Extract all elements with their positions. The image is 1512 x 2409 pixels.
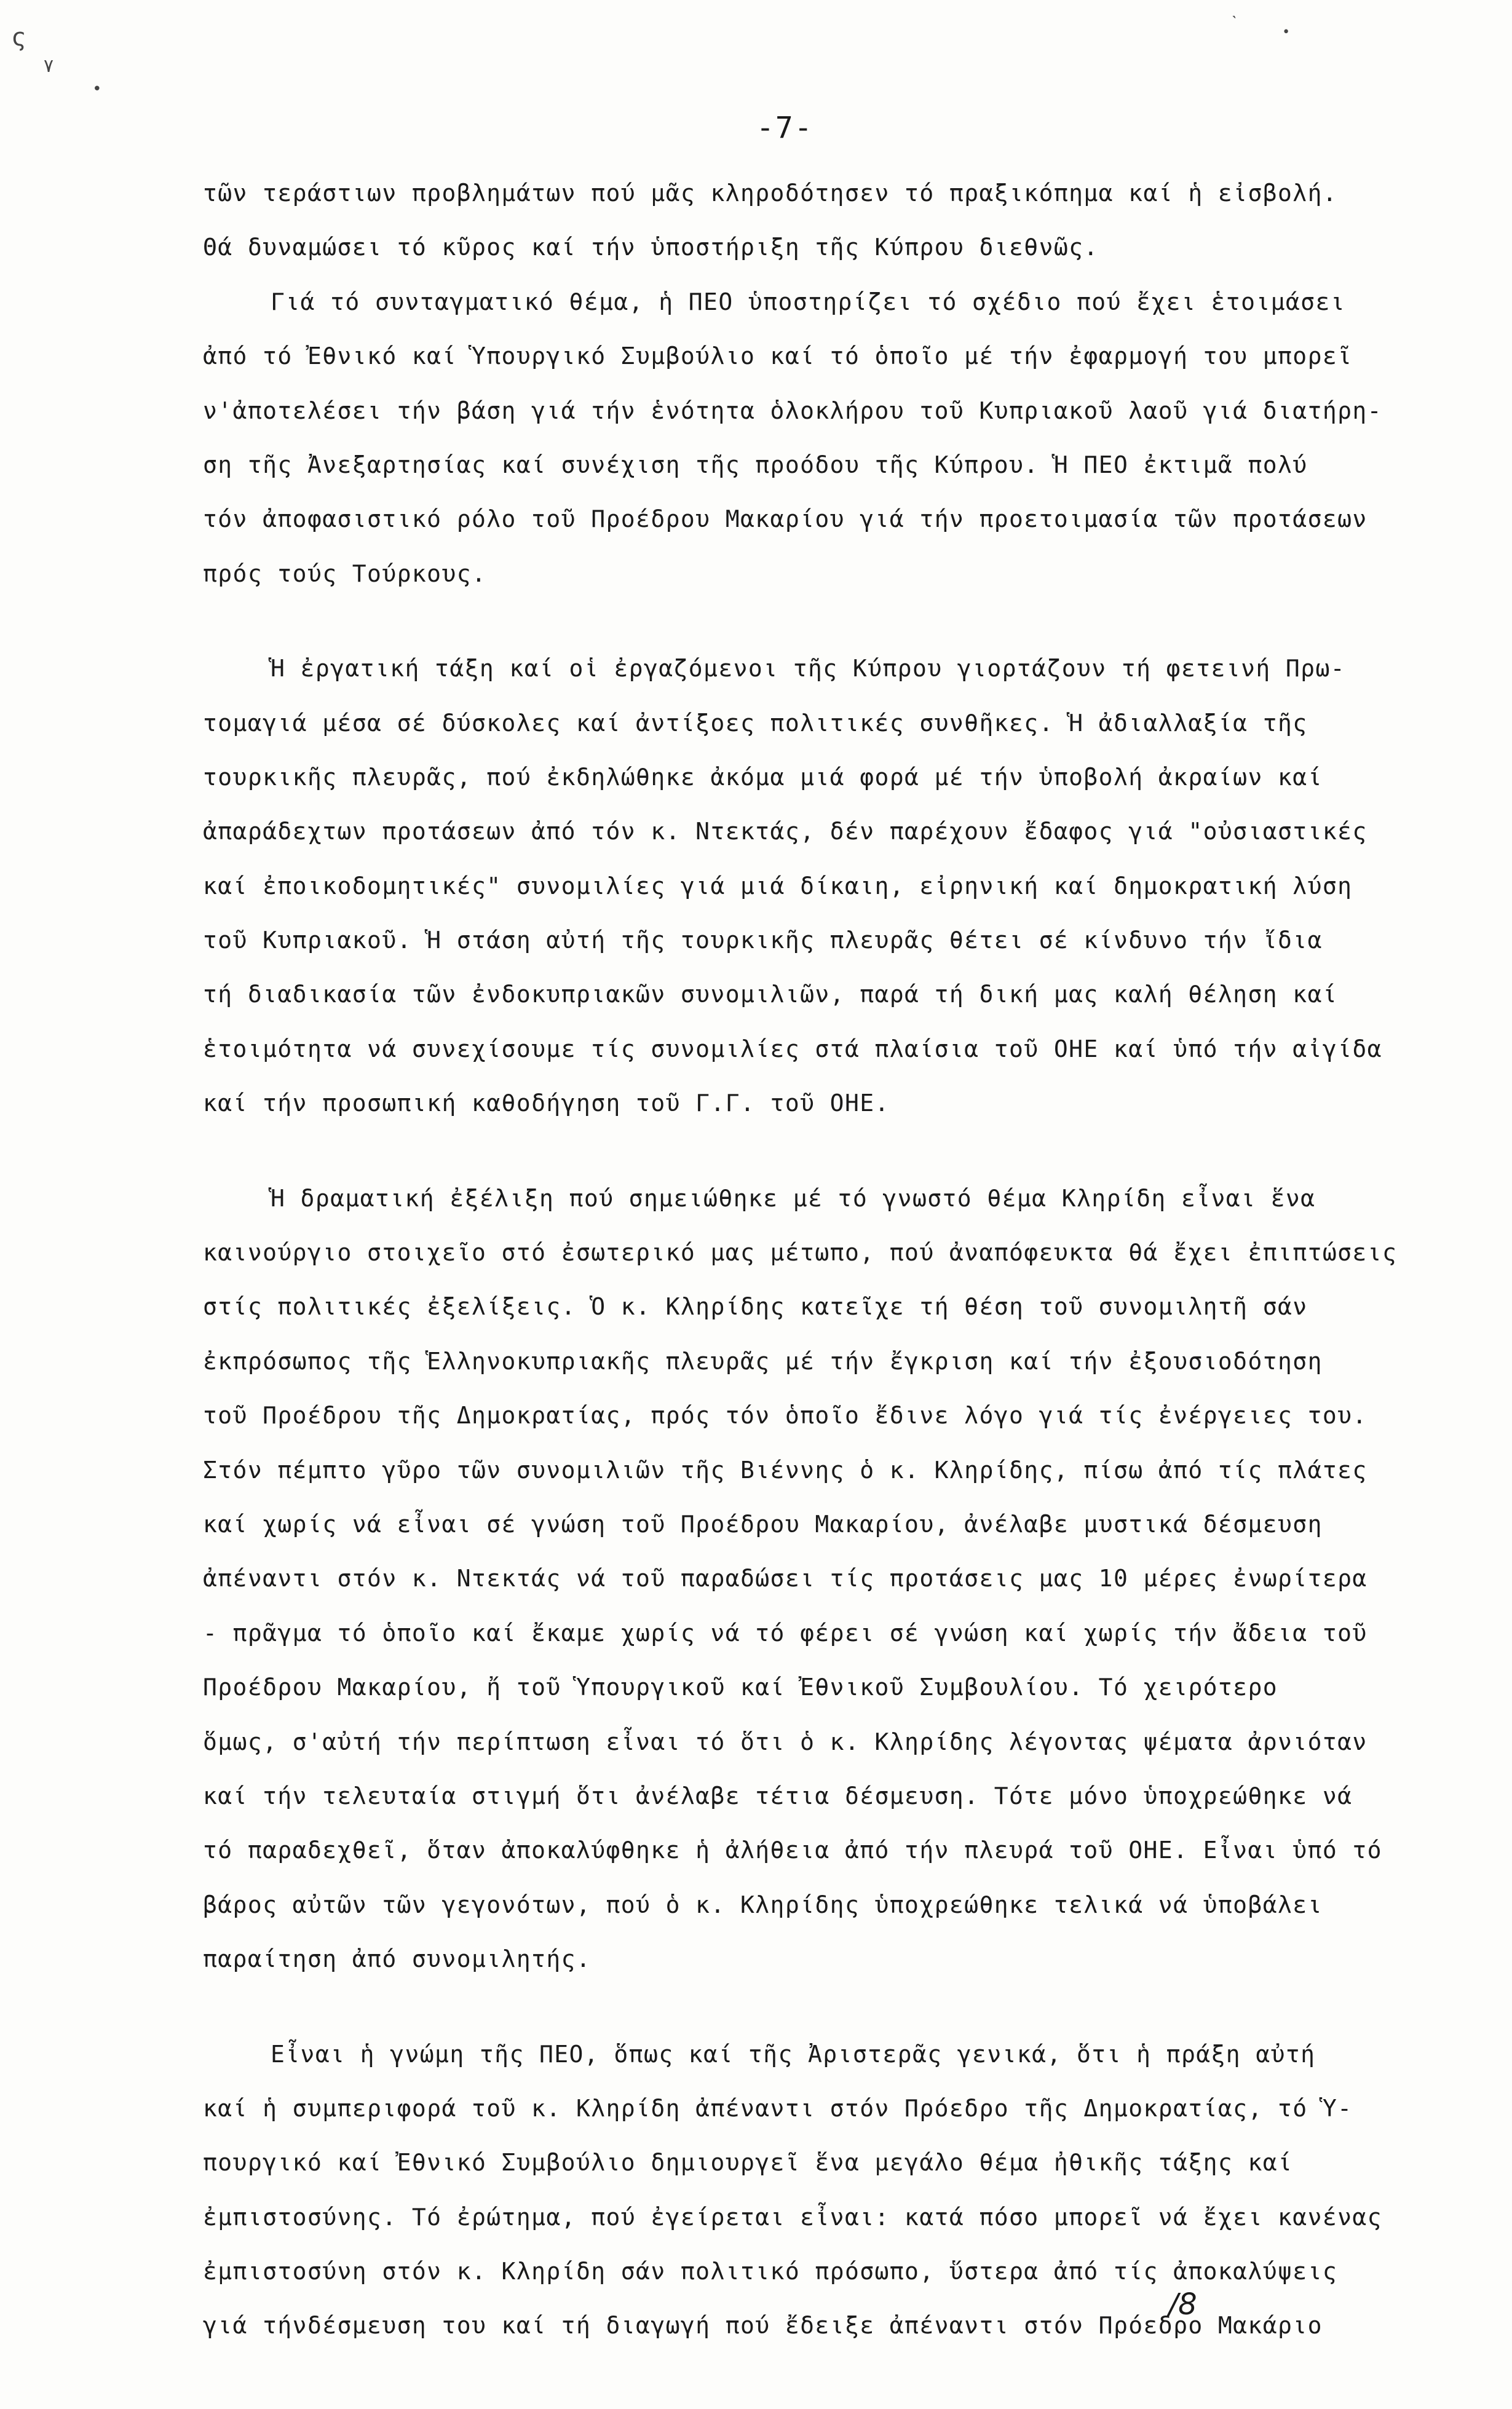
paragraph <box>203 1171 1451 1987</box>
text-line: ν'ἀποτελέσει τήν βάση γιά τήν ἑνότητα ὁλοκλήρου τοῦ Κυπριακοῦ λαοῦ γιά διατήρη- <box>203 397 1382 424</box>
paragraph-gap <box>203 1987 1451 2027</box>
text-line: βάρος αὐτῶν τῶν γεγονότων, πού ὁ κ. Κληρίδης ὑποχρεώθηκε τελικά νά ὑποβάλει <box>203 1891 1323 1918</box>
text-line: ση τῆς Ἀνεξαρτησίας καί συνέχιση τῆς προόδου τῆς Κύπρου. Ἡ ΠΕΟ ἐκτιμᾶ πολύ <box>203 451 1308 478</box>
text-line: γιά τήνδέσμευση του καί τή διαγωγή πού ἔδειξε ἀπέναντι στόν Πρόεδρο Μακάριο <box>203 2312 1323 2340</box>
text-line: τόν ἀποφασιστικό ρόλο τοῦ Προέδρου Μακαρίου γιά τήν προετοιμασία τῶν προτάσεων <box>203 505 1368 533</box>
text-line: ἐκπρόσωπος τῆς Ἑλληνοκυπριακῆς πλευρᾶς μέ τήν ἔγκριση καί τήν ἐξουσιοδότηση <box>203 1347 1323 1375</box>
paragraph <box>203 166 1451 275</box>
text-line: καί ἐποικοδομητικές" συνομιλίες γιά μιά δίκαιη, εἰρηνική καί δημοκρατική λύση <box>203 872 1353 900</box>
paragraph <box>203 275 1451 601</box>
text-line: τοῦ Προέδρου τῆς Δημοκρατίας, πρός τόν ὁποῖο ἔδινε λόγο γιά τίς ἐνέργειες του. <box>203 1402 1368 1430</box>
text-line: τομαγιά μέσα σέ δύσκολες καί ἀντίξοες πολιτικές συνθῆκες. Ἡ ἀδιαλλαξία τῆς <box>203 709 1308 737</box>
text-line: καί ἡ συμπεριφορά τοῦ κ. Κληρίδη ἀπέναντι στόν Πρόεδρο τῆς Δημοκρατίας, τό Ὑ- <box>203 2094 1353 2122</box>
paragraph-gap <box>203 1131 1451 1171</box>
text-line: ἑτοιμότητα νά συνεχίσουμε τίς συνομιλίες στά πλαίσια τοῦ ΟΗΕ καί ὑπό τήν αἰγίδα <box>203 1035 1382 1062</box>
scan-mark: • <box>1282 25 1291 40</box>
text-line: Προέδρου Μακαρίου, ἤ τοῦ Ὑπουργικοῦ καί Ἐθνικοῦ Συμβουλίου. Τό χειρότερο <box>203 1674 1278 1701</box>
page-number: -7- <box>756 111 813 145</box>
text-line: Γιά τό συνταγματικό θέμα, ἡ ΠΕΟ ὑποστηρίζει τό σχέδιο πού ἔχει ἑτοιμάσει <box>271 288 1346 315</box>
text-line: Θά δυναμώσει τό κῦρος καί τήν ὑποστήριξη τῆς Κύπρου διεθνῶς. <box>203 234 1099 261</box>
text-line: τοῦ Κυπριακοῦ. Ἡ στάση αὐτή τῆς τουρκικῆς πλευρᾶς θέτει σέ κίνδυνο τήν ἴδια <box>203 927 1323 954</box>
paragraph <box>203 2027 1451 2353</box>
text-line: ἀπαράδεχτων προτάσεων ἀπό τόν κ. Ντεκτάς, δέν παρέχουν ἔδαφος γιά "οὐσιαστικές <box>203 818 1368 845</box>
text-line: καί τήν προσωπική καθοδήγηση τοῦ Γ.Γ. τοῦ ΟΗΕ. <box>203 1090 890 1117</box>
text-line: Στόν πέμπτο γῦρο τῶν συνομιλιῶν τῆς Βιέννης ὁ κ. Κληρίδης, πίσω ἀπό τίς πλάτες <box>203 1456 1368 1484</box>
text-line: Εἶναι ἡ γνώμη τῆς ΠΕΟ, ὅπως καί τῆς Ἀριστερᾶς γενικά, ὅτι ἡ πράξη αὐτή <box>271 2040 1316 2068</box>
text-line: - πρᾶγμα τό ὁποῖο καί ἔκαμε χωρίς νά τό φέρει σέ γνώση καί χωρίς τήν ἄδεια τοῦ <box>203 1619 1368 1647</box>
text-line: Ἡ δραματική ἐξέλιξη πού σημειώθηκε μέ τό γνωστό θέμα Κληρίδη εἶναι ἕνα <box>271 1184 1316 1212</box>
scan-mark: • <box>92 80 102 98</box>
text-line: παραίτηση ἀπό συνομιλητής. <box>203 1945 592 1973</box>
text-line: στίς πολιτικές ἐξελίξεις. Ὁ κ. Κληρίδης κατεῖχε τή θέση τοῦ συνομιλητῆ σάν <box>203 1293 1308 1321</box>
paragraph-gap <box>203 601 1451 641</box>
text-line: καινούργιο στοιχεῖο στό ἐσωτερικό μας μέτωπο, πού ἀναπόφευκτα θά ἔχει ἐπιπτώσεις <box>203 1239 1398 1267</box>
text-line: ἀπό τό Ἐθνικό καί Ὑπουργικό Συμβούλιο καί τό ὁποῖο μέ τήν ἐφαρμογή του μπορεῖ <box>203 342 1353 370</box>
scan-mark: ٧ <box>43 55 55 77</box>
text-line: τή διαδικασία τῶν ἐνδοκυπριακῶν συνομιλιῶν, παρά τή δική μας καλή θέληση καί <box>203 981 1338 1008</box>
text-line: τῶν τεράστιων προβλημάτων πού μᾶς κληροδότησεν τό πραξικόπημα καί ἡ εἰσβολή. <box>203 180 1338 207</box>
text-line: τό παραδεχθεῖ, ὅταν ἀποκαλύφθηκε ἡ ἀλήθεια ἀπό τήν πλευρά τοῦ ΟΗΕ. Εἶναι ὑπό τό <box>203 1837 1382 1864</box>
scan-mark: ˋ <box>1230 12 1240 33</box>
text-line: καί χωρίς νά εἶναι σέ γνώση τοῦ Προέδρου Μακαρίου, ἀνέλαβε μυστικά δέσμευση <box>203 1510 1323 1538</box>
text-line: πρός τούς Τούρκους. <box>203 560 487 587</box>
text-line: ἀπέναντι στόν κ. Ντεκτάς νά τοῦ παραδώσει τίς προτάσεις μας 10 μέρες ἐνωρίτερα <box>203 1565 1368 1592</box>
letter-body <box>203 166 1451 2353</box>
text-line: ἐμπιστοσύνη στόν κ. Κληρίδη σάν πολιτικό πρόσωπο, ὕστερα ἀπό τίς ἀποκαλύψεις <box>203 2258 1338 2285</box>
text-line: πουργικό καί Ἐθνικό Συμβούλιο δημιουργεῖ ἕνα μεγάλο θέμα ἠθικῆς τάξης καί <box>203 2149 1293 2177</box>
text-line: ὅμως, σ'αὐτή τήν περίπτωση εἶναι τό ὅτι ὁ κ. Κληρίδης λέγοντας ψέματα ἀρνιόταν <box>203 1728 1368 1755</box>
text-line: τουρκικῆς πλευρᾶς, πού ἐκδηλώθηκε ἀκόμα μιά φορά μέ τήν ὑποβολή ἀκραίων καί <box>203 763 1323 791</box>
text-line: καί τήν τελευταία στιγμή ὅτι ἀνέλαβε τέτια δέσμευση. Τότε μόνο ὑποχρεώθηκε νά <box>203 1782 1353 1810</box>
paragraph <box>203 641 1451 1131</box>
text-line: ἐμπιστοσύνης. Τό ἐρώτημα, πού ἐγείρεται εἶναι: κατά πόσο μπορεῖ νά ἔχει κανένας <box>203 2203 1382 2231</box>
text-line: Ἡ ἐργατική τάξη καί οἱ ἐργαζόμενοι τῆς Κύπρου γιορτάζουν τή φετεινή Πρω- <box>271 655 1346 682</box>
next-page-marker: /8 <box>1168 2287 1197 2322</box>
scan-mark: ς <box>11 23 26 52</box>
